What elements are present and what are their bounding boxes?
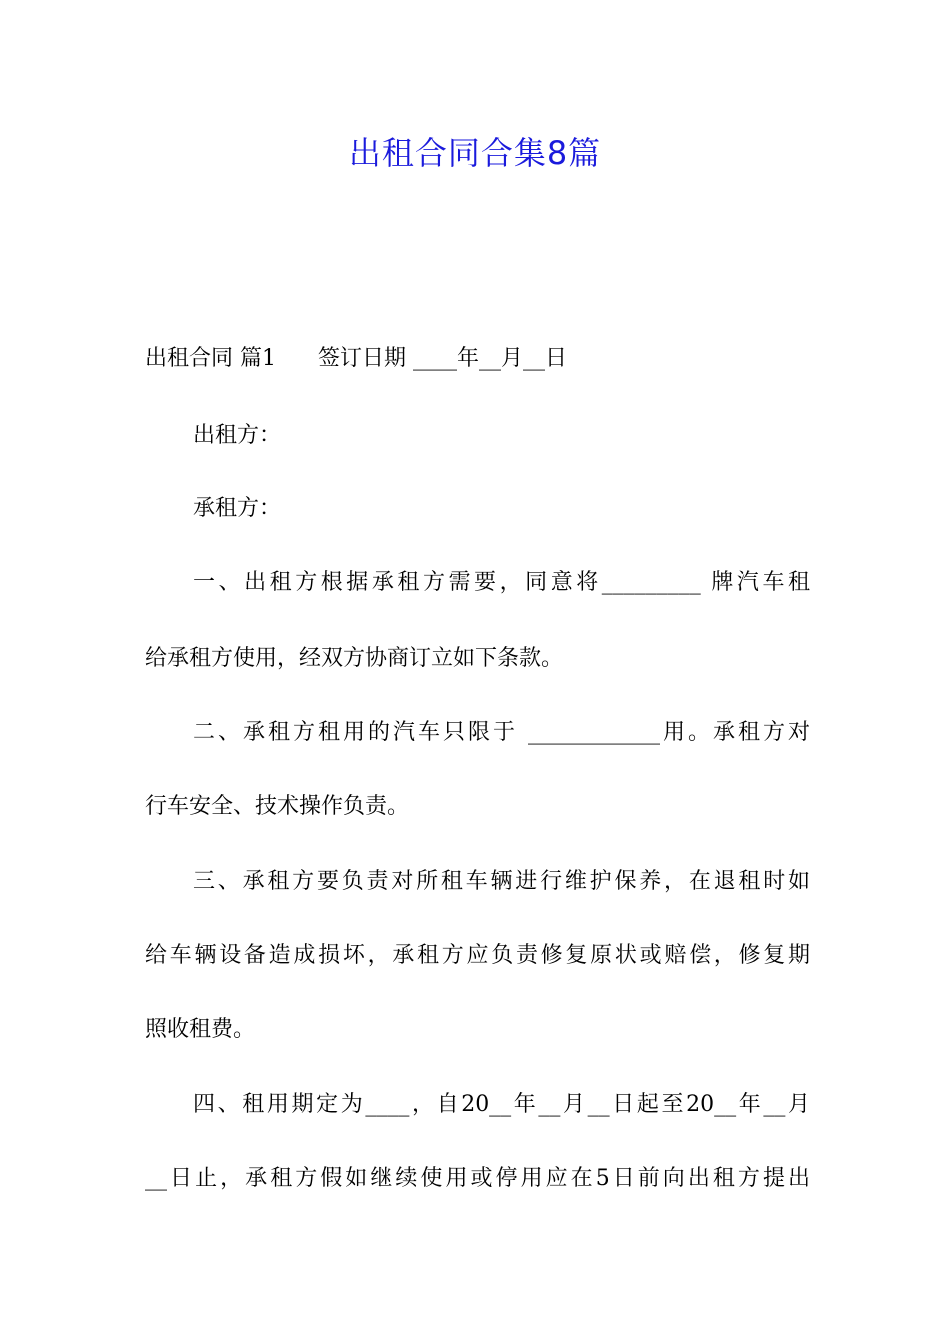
clause-2-line-1: 二、承租方租用的汽车只限于 ____________用。承租方对 (193, 720, 810, 745)
clause-1-line-2: 给承租方使用，经双方协商订立如下条款。 (145, 646, 564, 671)
clause-3-line-2: 给车辆设备造成损坏，承租方应负责修复原状或赔偿，修复期 (145, 943, 810, 968)
clause-4-line-2: __日止，承租方假如继续使用或停用应在5日前向出租方提出 (145, 1166, 810, 1191)
clause-2-line-2: 行车安全、技术操作负责。 (145, 794, 410, 819)
lessor-line: 出租方： (193, 423, 282, 448)
clause-3-line-3: 照收租费。 (145, 1017, 256, 1042)
lessee-line: 承租方： (193, 496, 282, 521)
clause-1-line-1: 一、出租方根据承租方需要，同意将_________ 牌汽车租 (193, 570, 810, 595)
contract-heading-line: 出租合同 篇1 签订日期 ____年__月__日 (145, 346, 567, 371)
document-title: 出租合同合集8篇 (348, 134, 602, 172)
clause-3-line-1: 三、承租方要负责对所租车辆进行维护保养，在退租时如 (193, 869, 810, 894)
clause-4-line-1: 四、租用期定为____，自20__年__月__日起至20__年__月 (193, 1092, 810, 1117)
